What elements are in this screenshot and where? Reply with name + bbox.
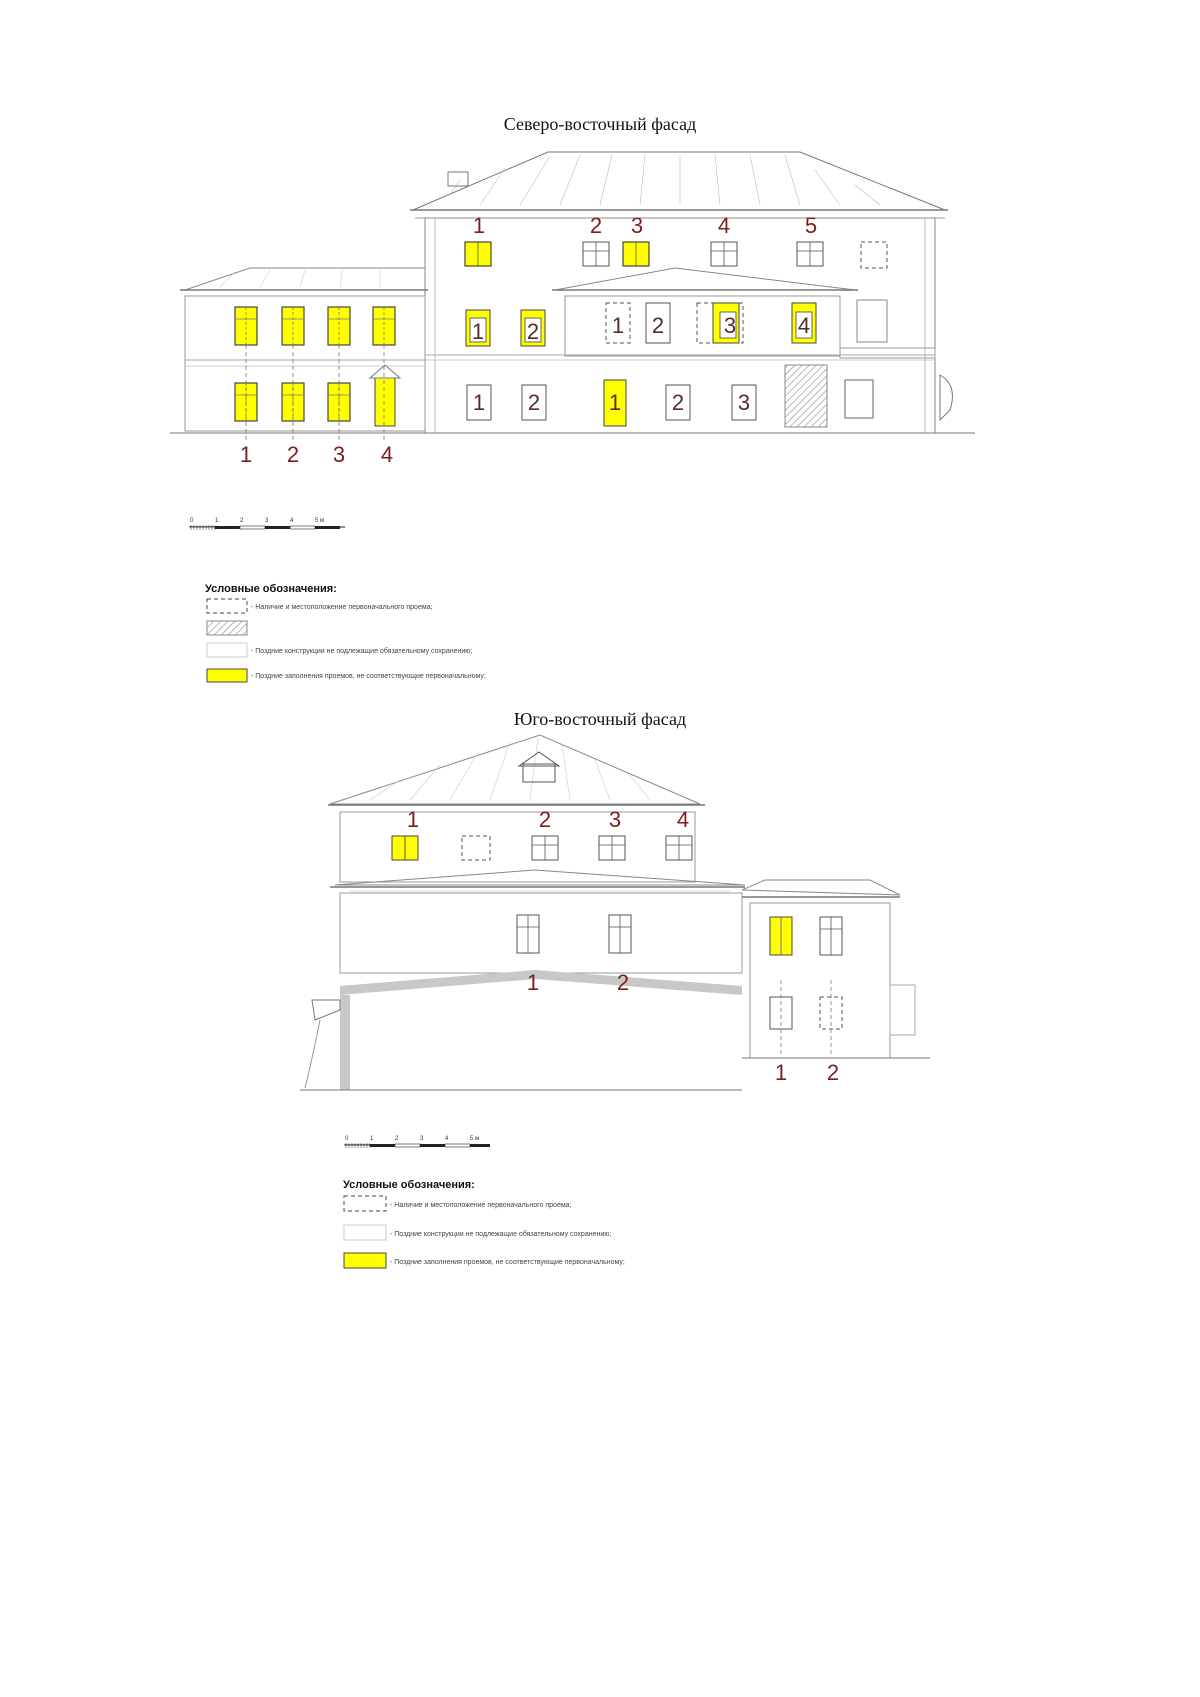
scale-bar-2 bbox=[345, 1136, 490, 1147]
legend-1 bbox=[205, 583, 486, 682]
top-number: 3 bbox=[630, 213, 644, 238]
legend-item: - Поздние конструкции не подлежащие обязательному сохранению; bbox=[390, 1231, 612, 1238]
legend-item: - Наличие и местоположение первоначального проема; bbox=[251, 604, 433, 611]
top-number: 5 bbox=[804, 213, 818, 238]
scale-label: 5 м bbox=[315, 518, 325, 524]
window-number: 2 bbox=[671, 390, 685, 415]
legend-item: - Поздние конструкции не подлежащие обязательному сохранению; bbox=[251, 648, 473, 655]
facade1-top-numbers bbox=[473, 213, 817, 238]
mid-number: 1 bbox=[471, 319, 485, 344]
mid-number: 1 bbox=[611, 313, 625, 338]
window-number: 1 bbox=[472, 390, 486, 415]
mid-number: 3 bbox=[723, 313, 737, 338]
window-number: 2 bbox=[527, 390, 541, 415]
legend-item: - Поздние заполнения проемов, не соответствующие первоначальному; bbox=[251, 673, 486, 680]
axis-number: 2 bbox=[286, 442, 300, 467]
scale-label: 0 bbox=[345, 1136, 349, 1142]
facade2-drawing bbox=[300, 735, 930, 1090]
legend-item: - Наличие и местоположение первоначального проема; bbox=[390, 1202, 572, 1209]
scale-label: 4 bbox=[290, 518, 294, 524]
legend-swatch-original bbox=[344, 1196, 386, 1211]
mid-number: 2 bbox=[616, 970, 630, 995]
axis-number: 3 bbox=[332, 442, 346, 467]
facade1-axis-numbers bbox=[240, 442, 393, 467]
scale-label: 3 bbox=[420, 1136, 424, 1142]
top-number: 1 bbox=[472, 213, 486, 238]
facade1-drawing bbox=[170, 152, 975, 440]
top-number: 2 bbox=[538, 807, 552, 832]
legend-swatch-yellow bbox=[344, 1253, 386, 1268]
legend-title: Условные обозначения: bbox=[205, 583, 337, 595]
mid-number: 2 bbox=[651, 313, 665, 338]
top-number: 4 bbox=[676, 807, 690, 832]
legend-swatch-original bbox=[207, 599, 247, 613]
top-number: 4 bbox=[717, 213, 731, 238]
facade2-wing-numbers bbox=[775, 1060, 839, 1085]
legend-2 bbox=[343, 1179, 625, 1268]
top-number: 3 bbox=[608, 807, 622, 832]
top-number: 1 bbox=[406, 807, 420, 832]
scale-label: 3 bbox=[265, 518, 269, 524]
mid-number: 2 bbox=[526, 319, 540, 344]
scale-label: 1 bbox=[215, 518, 219, 524]
scale-label: 1 bbox=[370, 1136, 374, 1142]
scale-bar-1 bbox=[190, 518, 345, 529]
legend-swatch-hatch bbox=[207, 621, 247, 635]
facade2-top-numbers bbox=[407, 807, 689, 832]
legend-item: - Поздние заполнения проемов, не соответствующие первоначальному; bbox=[390, 1259, 625, 1266]
facade1-bottom-window-numbers bbox=[473, 390, 750, 415]
wing-number: 1 bbox=[774, 1060, 788, 1085]
mid-number: 1 bbox=[526, 970, 540, 995]
axis-number: 4 bbox=[380, 442, 394, 467]
legend-swatch-late bbox=[207, 643, 247, 657]
scale-label: 5 м bbox=[470, 1136, 480, 1142]
wing-number: 2 bbox=[826, 1060, 840, 1085]
legend-swatch-late bbox=[344, 1225, 386, 1240]
legend-title: Условные обозначения: bbox=[343, 1179, 475, 1191]
axis-number: 1 bbox=[239, 442, 253, 467]
scale-label: 4 bbox=[445, 1136, 449, 1142]
top-number: 2 bbox=[589, 213, 603, 238]
mid-number: 4 bbox=[797, 313, 811, 338]
scale-label: 2 bbox=[395, 1136, 399, 1142]
scale-label: 2 bbox=[240, 518, 244, 524]
legend-swatch-yellow bbox=[207, 669, 247, 682]
window-number: 1 bbox=[608, 390, 622, 415]
facade1-title: Северо-восточный фасад bbox=[503, 114, 697, 134]
window-number: 3 bbox=[737, 390, 751, 415]
scale-label: 0 bbox=[190, 518, 194, 524]
facade2-title: Юго-восточный фасад bbox=[513, 709, 687, 729]
